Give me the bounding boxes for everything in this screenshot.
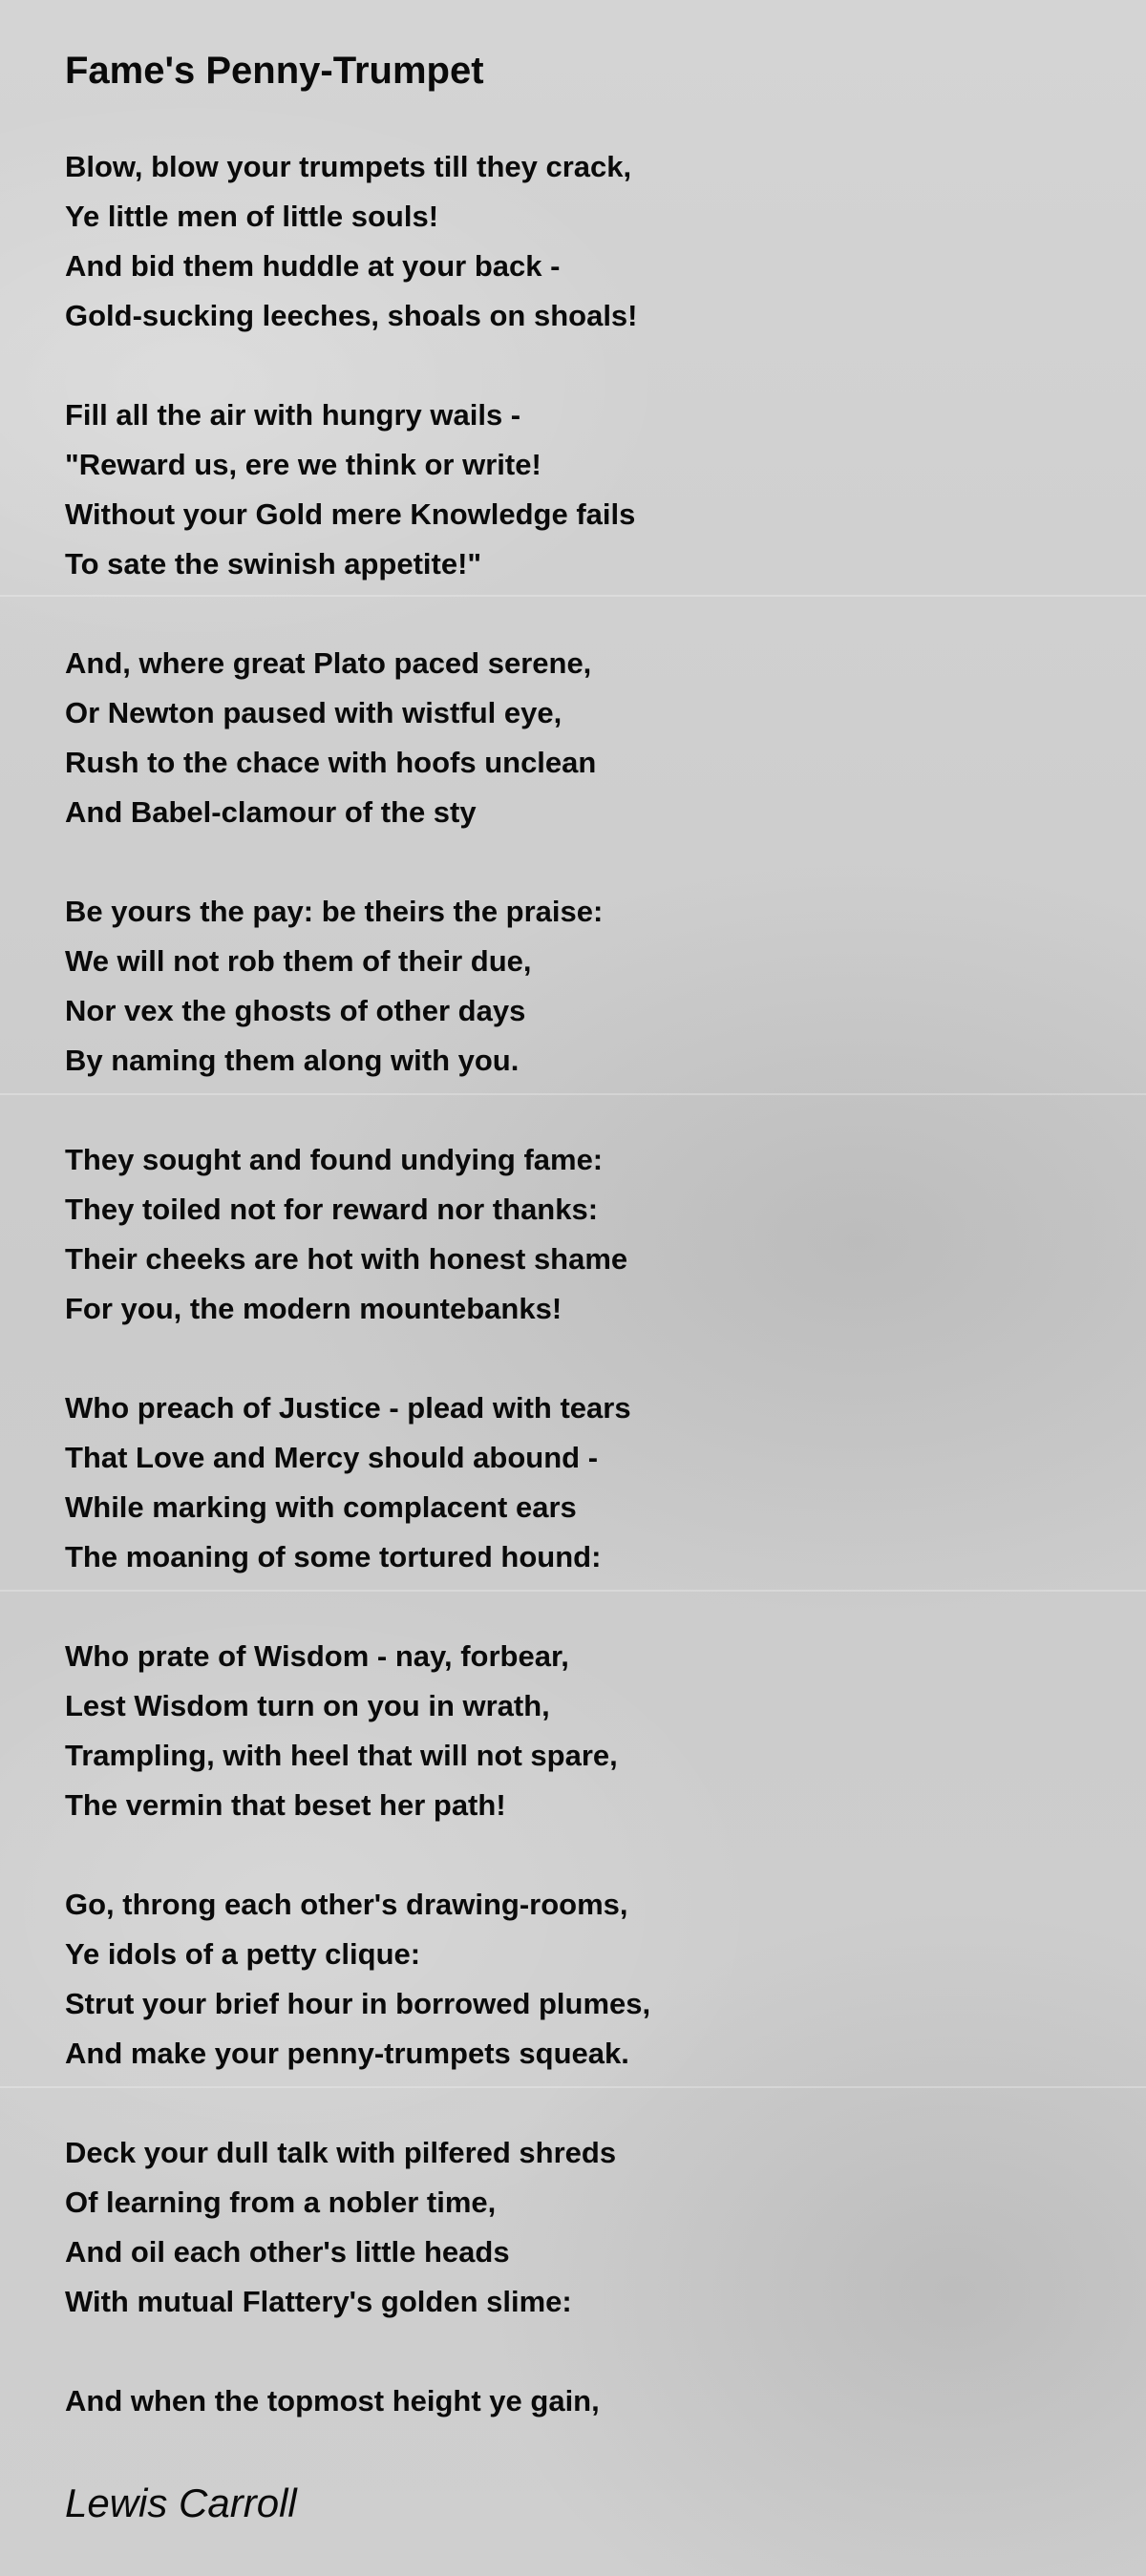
poem-line: They sought and found undying fame: [65,1143,604,1176]
poem-line: Rush to the chace with hoofs unclean [65,746,597,779]
poem-author: Lewis Carroll [65,2481,297,2525]
poem-line: And, where great Plato paced serene, [65,646,592,680]
poem-line: Who prate of Wisdom - nay, forbear, [65,1639,569,1673]
stanza-break [65,2083,650,2133]
stanza-break [65,346,650,395]
poem-line: And make your penny-trumpets squeak. [65,2037,629,2070]
stanza-break [65,1587,650,1636]
poem-line: To sate the swinish appetite!" [65,547,482,581]
poem-line: Nor vex the ghosts of other days [65,994,526,1027]
poem-line: Go, throng each other's drawing-rooms, [65,1888,628,1921]
poem-line: Ye idols of a petty clique: [65,1937,421,1971]
poem-line: Or Newton paused with wistful eye, [65,696,562,729]
poem-line: Their cheeks are hot with honest shame [65,1242,628,1276]
stanza-break [65,1835,650,1885]
poem-line: For you, the modern mountebanks! [65,1292,562,1325]
poem-line: We will not rob them of their due, [65,944,532,978]
poem-line: Ye little men of little souls! [65,200,439,233]
poem-line: Gold-sucking leeches, shoals on shoals! [65,299,638,332]
poem-line: They toiled not for reward nor thanks: [65,1193,599,1226]
stanza-break [65,842,650,892]
poem-line: Trampling, with heel that will not spare, [65,1739,618,1772]
poem-line: Be yours the pay: be theirs the praise: [65,895,604,928]
poem-line: Who preach of Justice - plead with tears [65,1391,631,1425]
poem-line: That Love and Mercy should abound - [65,1441,599,1474]
poem-line: Of learning from a nobler time, [65,2185,497,2219]
poem-line: And when the topmost height ye gain, [65,2384,600,2418]
poem-body [65,147,650,2431]
poem-line: Without your Gold mere Knowledge fails [65,497,636,531]
poem-line: Fill all the air with hungry wails - [65,398,521,432]
stanza-break [65,1339,650,1388]
stanza-break [65,594,650,644]
poem-line: Deck your dull talk with pilfered shreds [65,2136,617,2169]
stanza-break [65,2332,650,2381]
poem-line: And bid them huddle at your back - [65,249,561,283]
poem-title: Fame's Penny-Trumpet [65,50,484,92]
poem-line: "Reward us, ere we think or write! [65,448,541,481]
stanza-break [65,1090,650,1140]
poem-line: And oil each other's little heads [65,2235,510,2269]
poem-line: The vermin that beset her path! [65,1788,506,1822]
poem-line: By naming them along with you. [65,1044,520,1077]
poem-line: And Babel-clamour of the sty [65,795,477,829]
poem-line: Lest Wisdom turn on you in wrath, [65,1689,550,1722]
poem-line: While marking with complacent ears [65,1490,577,1524]
poem-line: With mutual Flattery's golden slime: [65,2285,572,2318]
poem-line: Blow, blow your trumpets till they crack, [65,150,632,183]
poem-line: Strut your brief hour in borrowed plumes, [65,1987,651,2020]
poem-line: The moaning of some tortured hound: [65,1540,602,1573]
